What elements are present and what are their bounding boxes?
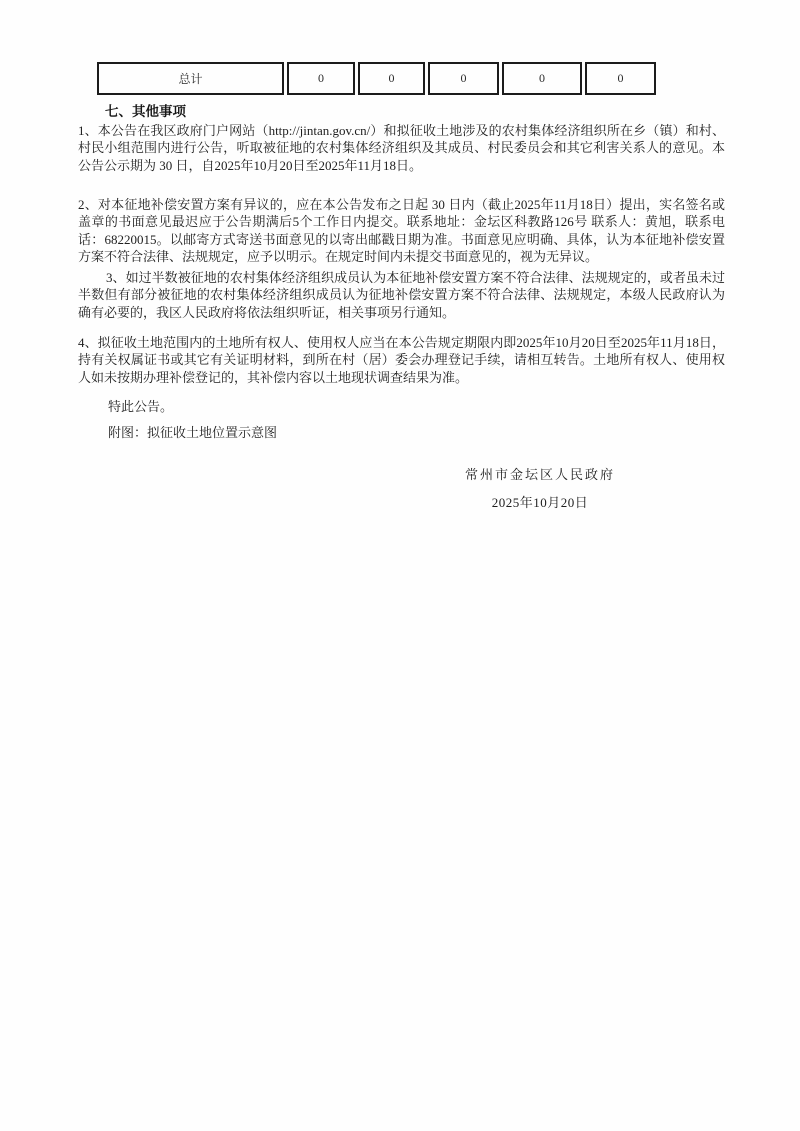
totals-value-cell: 0 (358, 62, 425, 95)
paragraph-2-objections: 2、对本征地补偿安置方案有异议的，应在本公告发布之日起 30 日内（截止2025年11月18日）提出，实名签名或盖章的书面意见最迟应于公告期满后5个工作日内提交。联系地址：金坛区科教路126号 联系人：黄旭，联系电话：68220015。以邮寄方式寄送书面意见的以寄出邮戳日期为准。书面意见应明确、具体，认为本征地补偿安置方案不符合法律、法规规定，应予以明示。在规定时间内未提交书面意见的，视为无异议。 (78, 197, 725, 264)
paragraph-1-publication: 1、本公告在我区政府门户网站（http://jintan.gov.cn/）和拟征收土地涉及的农村集体经济组织所在乡（镇）和村、村民小组范围内进行公告，听取被征地的农村集体经济组织及其成员、村民委员会和其它利害关系人的意见。本公告公示期为 30 日，自2025年10月20日至2025年11月18日。 (78, 123, 725, 173)
totals-value-cell: 0 (585, 62, 656, 95)
paragraph-4-registration: 4、拟征收土地范围内的土地所有权人、使用权人应当在本公告规定期限内即2025年10月20日至2025年11月18日，持有关权属证书或其它有关证明材料，到所在村（居）委会办理登记手续，请相互转告。土地所有权人、使用权人如未按期办理补偿登记的，其补偿内容以土地现状调查结果为准。 (78, 335, 725, 385)
section-heading-other-matters: 七、其他事项 (105, 104, 186, 119)
paragraph-3-hearing: 3、如过半数被征地的农村集体经济组织成员认为本征地补偿安置方案不符合法律、法规规定的，或者虽未过半数但有部分被征地的农村集体经济组织成员认为征地补偿安置方案不符合法律、法规规定，本级人民政府认为确有必要的，我区人民政府将依法组织听证，相关事项另行通知。 (78, 270, 725, 320)
issuer-name: 常州市金坛区人民政府 (464, 467, 615, 482)
attachment-note: 附图：拟征收土地位置示意图 (108, 425, 278, 440)
totals-value-cell: 0 (502, 62, 582, 95)
totals-value-cell: 0 (428, 62, 499, 95)
totals-value-cell: 0 (287, 62, 355, 95)
closing-notice: 特此公告。 (108, 399, 174, 414)
totals-row-label: 总计 (97, 62, 284, 95)
issue-date: 2025年10月20日 (491, 495, 589, 510)
totals-table-row (97, 62, 656, 95)
